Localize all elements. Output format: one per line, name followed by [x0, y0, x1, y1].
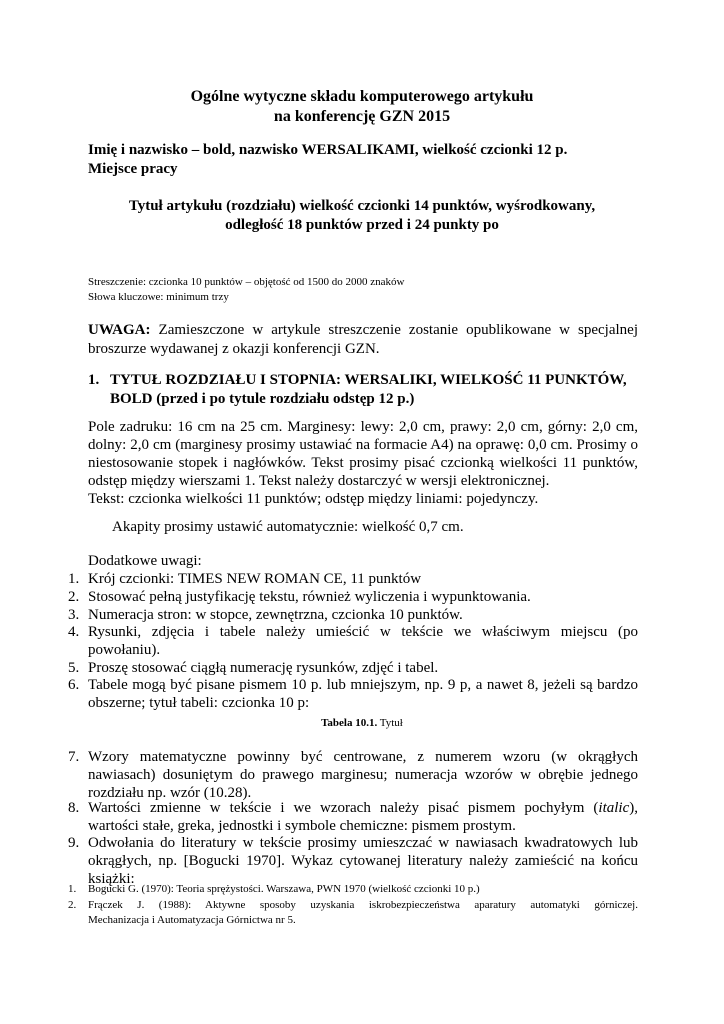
list-item-9: 9. Odwołania do literatury w tekście prosimy umieszczać w nawiasach kwadratowych lub okrągłych, np. [Bogucki 1970]. Wykaz cytowanej literatury należy zamieścić na końcu książki: [68, 835, 638, 887]
list-item-6: 6. Tabele mogą być pisane pismem 10 p. lub mniejszym, np. 9 p, a nawet 8, jeżeli są bardzo obszerne; tytuł tabeli: czcionka 10 p: [68, 677, 638, 711]
author-workplace: Miejsce pracy [88, 161, 178, 177]
keywords-line: Słowa kluczowe: minimum trzy [88, 291, 229, 303]
section-1-heading [88, 371, 638, 409]
list-item-3: 3. Numeracja stron: w stopce, zewnętrzna, czcionka 10 punktów. [68, 607, 463, 623]
italic-word: italic [598, 800, 630, 816]
note-block [88, 321, 638, 359]
table-caption-label: Tabela 10.1. [321, 717, 378, 729]
reference-2: 2. Frączek J. (1988): Aktywne sposoby uzyskania iskrobezpieczeństwa aparatury automatyki górniczej. Mechanizacja i Automatyzacja Górnictwa nr 5. [68, 899, 638, 926]
section-number: 1. [88, 372, 100, 388]
table-caption-text: Tytuł [377, 717, 403, 729]
article-title-line-1: Tytuł artykułu (rozdziału) wielkość czcionki 14 punktów, wyśrodkowany, [128, 198, 596, 214]
extra-notes-heading: Dodatkowe uwagi: [88, 553, 202, 569]
note-line-1: UWAGA: Zamieszczone w artykule streszczenie zostanie opublikowane w specjalnej [88, 322, 638, 338]
body-line: niestosowanie stopek i nagłówków. Tekst prosimy pisać czcionką wielkości 11 punktów, [88, 455, 638, 471]
list-item-5: 5. Proszę stosować ciągłą numerację rysunków, zdjęć i tabel. [68, 660, 439, 676]
author-name-line: Imię i nazwisko – bold, nazwisko WERSALIKAMI, wielkość czcionki 12 p. [88, 142, 568, 158]
section-heading-line-2: BOLD (przed i po tytule rozdziału odstęp 12 p.) [110, 391, 415, 407]
body-line: Tekst: czcionka wielkości 11 punktów; odstęp między liniami: pojedynczy. [88, 491, 539, 507]
title-line-2: na konferencję GZN 2015 [273, 108, 451, 125]
note-label: UWAGA: [88, 322, 151, 338]
list-item-4: 4. Rysunki, zdjęcia i tabele należy umieścić w tekście we właściwym miejscu (po powołaniu). [68, 624, 638, 658]
title-line-1: Ogólne wytyczne składu komputerowego artykułu [190, 88, 534, 105]
body-line: odstęp między wierszami 1. Tekst należy dostarczyć w wersji elektronicznej. [88, 473, 550, 489]
reference-1: 1. Bogucki G. (1970): Teoria sprężystości. Warszawa, PWN 1970 (wielkość czcionki 10 p.) [68, 883, 480, 895]
note-line-2: broszurze wydawanej z okazji konferencji GZN. [88, 341, 380, 357]
body-line: Pole zadruku: 16 cm na 25 cm. Marginesy: lewy: 2,0 cm, prawy: 2,0 cm, górny: 2,0 cm, [88, 419, 638, 435]
abstract-block [88, 275, 648, 305]
list-item-7: 7. Wzory matematyczne powinny być centrowane, z numerem wzoru (w okrągłych nawiasach) dosuniętym do prawego marginesu; numeracja wzorów w obrębie jednego rozdziału np. wzór (10.28). [68, 749, 638, 801]
section-heading-line-1: TYTUŁ ROZDZIAŁU I STOPNIA: WERSALIKI, WIELKOŚĆ 11 PUNKTÓW, [110, 372, 627, 388]
body-line: dolny: 2,0 cm (marginesy prosimy ustawiać na formacie A4) na oprawę: 0,0 cm. Prosimy o [88, 437, 638, 453]
list-item-2: 2. Stosować pełną justyfikację tekstu, również wyliczenia i wypunktowania. [68, 589, 531, 605]
abstract-line: Streszczenie: czcionka 10 punktów – objętość od 1500 do 2000 znaków [88, 276, 405, 288]
article-title-line-2: odległość 18 punktów przed i 24 punkty po [225, 217, 499, 233]
author-block [88, 141, 648, 179]
table-caption [60, 716, 664, 731]
article-title [60, 197, 664, 235]
body-paragraph-2: Akapity prosimy ustawić automatycznie: wielkość 0,7 cm. [112, 519, 464, 535]
body-paragraph-1 [88, 418, 638, 508]
list-item-8: 8. Wartości zmienne w tekście i we wzorach należy pisać pismem pochyłym (italic), wartości stałe, greka, jednostki i symbole chemiczne: pismem prostym. [68, 800, 638, 834]
document-title [60, 87, 664, 127]
list-item-1: 1. Krój czcionki: TIMES NEW ROMAN CE, 11 punktów [68, 571, 422, 587]
